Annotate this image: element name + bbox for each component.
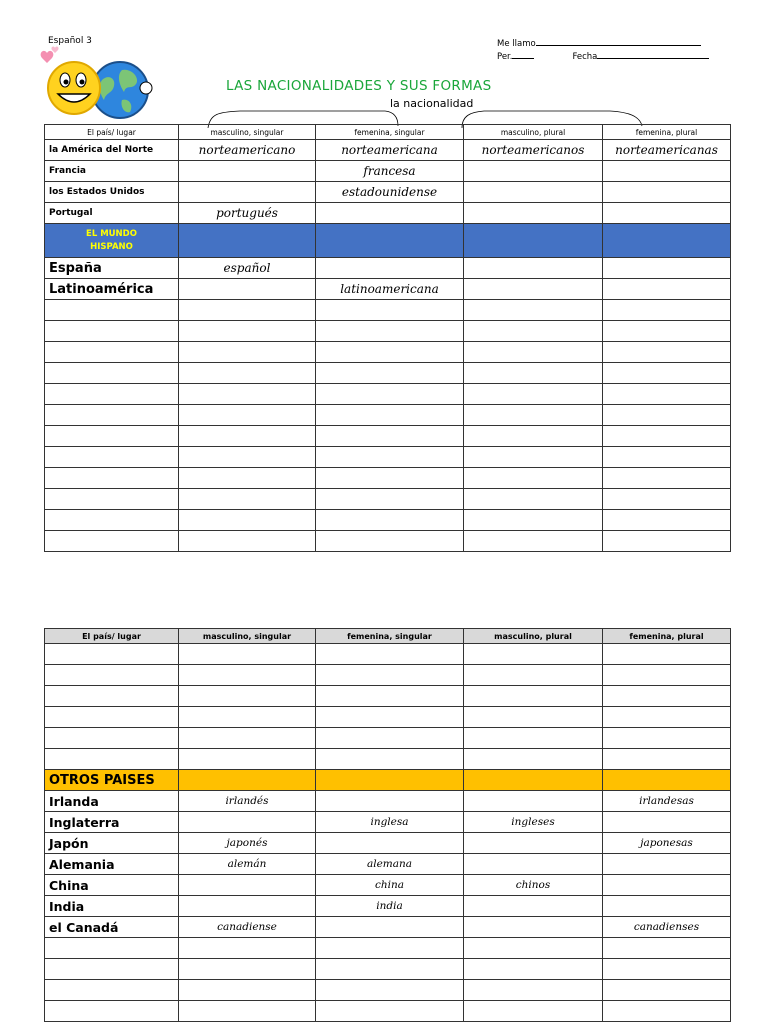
form-cell[interactable]: estadounidense [316,182,464,203]
form-cell[interactable] [603,812,731,833]
form-cell[interactable] [316,203,464,224]
form-cell[interactable] [316,791,464,812]
country-cell: Japón [45,833,179,854]
table-row [45,258,731,279]
blank-cell[interactable] [45,686,179,707]
blank-cell[interactable] [464,959,603,980]
form-cell[interactable] [179,279,316,300]
country-cell: Francia [45,161,179,182]
form-cell[interactable] [464,854,603,875]
form-cell[interactable] [464,258,603,279]
blank-cell[interactable] [464,1001,603,1022]
blank-cell[interactable] [45,363,179,384]
blank-row [45,447,731,468]
nationalities-table-1 [44,124,731,552]
blank-cell[interactable] [45,938,179,959]
blank-cell[interactable] [316,531,464,552]
table-row [45,161,731,182]
column-header: femenina, singular [316,629,464,644]
blank-cell[interactable] [464,980,603,1001]
form-cell[interactable] [179,161,316,182]
blank-cell[interactable] [45,1001,179,1022]
blank-row [45,489,731,510]
blank-cell[interactable] [316,321,464,342]
blank-cell[interactable] [316,644,464,665]
blank-cell[interactable] [45,489,179,510]
blank-cell[interactable] [45,707,179,728]
page-title: LAS NACIONALIDADES Y SUS FORMAS [226,78,492,94]
blank-cell[interactable] [45,749,179,770]
blank-cell[interactable] [464,426,603,447]
blank-cell[interactable] [316,938,464,959]
period-label: Per. [497,52,513,62]
blank-cell[interactable] [179,1001,316,1022]
form-cell[interactable]: chinos [464,875,603,896]
blank-row [45,707,731,728]
blank-row [45,321,731,342]
form-cell[interactable]: japonés [179,833,316,854]
blank-cell[interactable] [316,405,464,426]
blank-cell[interactable] [316,363,464,384]
table-row [45,854,731,875]
blank-cell[interactable] [45,405,179,426]
blank-cell[interactable] [179,980,316,1001]
blank-row [45,686,731,707]
form-cell[interactable]: inglesa [316,812,464,833]
blank-cell[interactable] [603,489,731,510]
blank-cell[interactable] [603,405,731,426]
student-info [497,37,709,63]
form-cell[interactable]: japonesas [603,833,731,854]
blank-cell[interactable] [603,531,731,552]
smiley-globe-clipart [36,44,156,124]
blank-cell[interactable] [179,384,316,405]
country-cell: los Estados Unidos [45,182,179,203]
section-label: OTROS PAISES [45,770,179,791]
form-cell[interactable] [464,182,603,203]
form-cell[interactable] [464,161,603,182]
form-cell[interactable] [179,182,316,203]
blank-cell[interactable] [603,707,731,728]
column-header: femenina, plural [603,629,731,644]
blank-cell[interactable] [316,665,464,686]
form-cell[interactable] [603,279,731,300]
blank-cell[interactable] [45,644,179,665]
column-header: El país/ lugar [45,629,179,644]
nationality-label: la nacionalidad [390,97,474,110]
table-row [45,833,731,854]
form-cell[interactable] [179,896,316,917]
blank-cell[interactable] [179,447,316,468]
blank-row [45,1001,731,1022]
country-cell: Latinoamérica [45,279,179,300]
blank-cell[interactable] [464,468,603,489]
column-header: femenina, singular [316,125,464,140]
blank-cell[interactable] [179,468,316,489]
blank-cell[interactable] [45,384,179,405]
section-row-hispanic [45,224,731,258]
country-cell: Inglaterra [45,812,179,833]
blank-cell[interactable] [45,510,179,531]
table-row [45,917,731,938]
blank-cell[interactable] [316,384,464,405]
blank-cell[interactable] [179,405,316,426]
blank-cell[interactable] [316,510,464,531]
blank-row [45,665,731,686]
blank-cell[interactable] [179,342,316,363]
blank-cell[interactable] [603,447,731,468]
name-line[interactable] [536,37,701,46]
blank-cell[interactable] [179,665,316,686]
blank-cell[interactable] [45,300,179,321]
form-cell[interactable]: ingleses [464,812,603,833]
blank-cell[interactable] [179,531,316,552]
blank-cell[interactable] [464,384,603,405]
form-cell[interactable]: portugués [179,203,316,224]
globe-icon [92,62,152,118]
column-header: El país/ lugar [45,125,179,140]
table-header-row [45,125,731,140]
form-cell[interactable] [464,833,603,854]
blank-cell[interactable] [464,363,603,384]
blank-cell[interactable] [179,510,316,531]
blank-cell[interactable] [179,300,316,321]
blank-cell[interactable] [464,665,603,686]
blank-cell[interactable] [464,405,603,426]
blank-cell[interactable] [45,980,179,1001]
blank-cell[interactable] [179,686,316,707]
table-row [45,791,731,812]
blank-cell[interactable] [464,938,603,959]
period-line[interactable] [512,50,534,59]
blank-cell[interactable] [603,1001,731,1022]
blank-row [45,384,731,405]
blank-cell[interactable] [316,707,464,728]
blank-cell[interactable] [603,510,731,531]
blank-cell[interactable] [179,426,316,447]
blank-row [45,938,731,959]
blank-row [45,749,731,770]
blank-cell[interactable] [603,384,731,405]
blank-cell[interactable] [603,644,731,665]
column-header: masculino, singular [179,125,316,140]
section-label-line: HISPANO [90,241,133,252]
blank-row [45,363,731,384]
form-cell[interactable] [316,833,464,854]
blank-cell[interactable] [179,728,316,749]
column-header: femenina, plural [603,125,731,140]
form-cell[interactable]: india [316,896,464,917]
blank-cell[interactable] [179,363,316,384]
blank-cell[interactable] [464,342,603,363]
blank-cell[interactable] [179,707,316,728]
blank-cell[interactable] [316,686,464,707]
form-cell[interactable] [603,161,731,182]
form-cell[interactable] [603,854,731,875]
blank-cell[interactable] [464,510,603,531]
form-cell[interactable]: norteamericana [316,140,464,161]
form-cell[interactable] [603,182,731,203]
blank-cell[interactable] [603,321,731,342]
form-cell[interactable]: irlandesas [603,791,731,812]
blank-cell[interactable] [316,980,464,1001]
blank-cell[interactable] [464,728,603,749]
form-cell[interactable] [316,917,464,938]
blank-cell[interactable] [45,531,179,552]
form-cell[interactable]: francesa [316,161,464,182]
form-cell[interactable] [464,917,603,938]
blank-cell[interactable] [45,447,179,468]
blank-row [45,728,731,749]
smiley-face-icon [48,62,100,114]
section-row-others [45,770,731,791]
blank-cell[interactable] [45,342,179,363]
country-cell: Portugal [45,203,179,224]
blank-cell[interactable] [316,489,464,510]
country-cell: la América del Norte [45,140,179,161]
blank-row [45,300,731,321]
blank-cell[interactable] [179,489,316,510]
blank-cell[interactable] [603,468,731,489]
blank-cell[interactable] [316,749,464,770]
blank-cell[interactable] [603,980,731,1001]
form-cell[interactable] [464,279,603,300]
blank-cell[interactable] [464,531,603,552]
form-cell[interactable]: canadienses [603,917,731,938]
blank-row [45,405,731,426]
table-row [45,140,731,161]
form-cell[interactable] [603,896,731,917]
blank-cell[interactable] [179,321,316,342]
form-cell[interactable] [316,258,464,279]
blank-row [45,426,731,447]
form-cell[interactable] [179,875,316,896]
form-cell[interactable]: canadiense [179,917,316,938]
blank-row [45,342,731,363]
blank-cell[interactable] [603,426,731,447]
blank-cell[interactable] [464,749,603,770]
blank-row [45,510,731,531]
blank-cell[interactable] [316,468,464,489]
blank-cell[interactable] [316,342,464,363]
blank-cell[interactable] [179,959,316,980]
blank-row [45,531,731,552]
blank-cell[interactable] [179,749,316,770]
blank-cell[interactable] [603,728,731,749]
table-row [45,812,731,833]
form-cell[interactable]: norteamericano [179,140,316,161]
blank-cell[interactable] [464,321,603,342]
heart-icon [41,47,59,63]
blank-cell[interactable] [464,644,603,665]
blank-cell[interactable] [316,300,464,321]
blank-cell[interactable] [316,426,464,447]
blank-row [45,959,731,980]
form-cell[interactable]: norteamericanas [603,140,731,161]
country-cell: España [45,258,179,279]
form-cell[interactable]: español [179,258,316,279]
form-cell[interactable] [464,203,603,224]
column-header: masculino, plural [464,629,603,644]
country-cell: Irlanda [45,791,179,812]
blank-cell[interactable] [316,1001,464,1022]
country-cell: China [45,875,179,896]
nationalities-table-2 [44,628,731,1022]
table-row [45,875,731,896]
table-header-row [45,629,731,644]
blank-cell[interactable] [45,665,179,686]
blank-row [45,980,731,1001]
form-cell[interactable] [603,258,731,279]
form-cell[interactable]: latinoamericana [316,279,464,300]
date-label: Fecha [572,52,598,62]
country-cell: Alemania [45,854,179,875]
blank-cell[interactable] [45,321,179,342]
country-cell: India [45,896,179,917]
blank-cell[interactable] [45,959,179,980]
name-label: Me llamo [497,39,536,49]
blank-cell[interactable] [603,959,731,980]
form-cell[interactable] [179,812,316,833]
blank-cell[interactable] [603,363,731,384]
blank-cell[interactable] [603,300,731,321]
form-cell[interactable] [603,203,731,224]
column-header: masculino, plural [464,125,603,140]
form-cell[interactable] [603,875,731,896]
form-cell[interactable] [464,791,603,812]
blank-cell[interactable] [464,707,603,728]
blank-row [45,644,731,665]
blank-cell[interactable] [464,300,603,321]
blank-cell[interactable] [45,728,179,749]
form-cell[interactable]: china [316,875,464,896]
form-cell[interactable]: alemana [316,854,464,875]
blank-cell[interactable] [603,665,731,686]
blank-cell[interactable] [45,426,179,447]
blank-cell[interactable] [464,489,603,510]
blank-cell[interactable] [603,749,731,770]
form-cell[interactable]: norteamericanos [464,140,603,161]
blank-cell[interactable] [316,447,464,468]
country-cell: el Canadá [45,917,179,938]
table-row [45,182,731,203]
blank-cell[interactable] [179,644,316,665]
blank-cell[interactable] [316,959,464,980]
blank-cell[interactable] [464,447,603,468]
blank-cell[interactable] [179,938,316,959]
blank-cell[interactable] [316,728,464,749]
section-label-line: EL MUNDO [86,228,137,239]
blank-row [45,468,731,489]
table-row [45,896,731,917]
table-row [45,203,731,224]
blank-cell[interactable] [45,468,179,489]
form-cell[interactable] [464,896,603,917]
blank-cell[interactable] [464,686,603,707]
form-cell[interactable]: alemán [179,854,316,875]
form-cell[interactable]: irlandés [179,791,316,812]
table-row [45,279,731,300]
blank-cell[interactable] [603,342,731,363]
section-label [45,224,179,258]
course-label: Español 3 [48,36,92,46]
blank-cell[interactable] [603,938,731,959]
date-line[interactable] [597,50,709,59]
blank-cell[interactable] [603,686,731,707]
column-header: masculino, singular [179,629,316,644]
